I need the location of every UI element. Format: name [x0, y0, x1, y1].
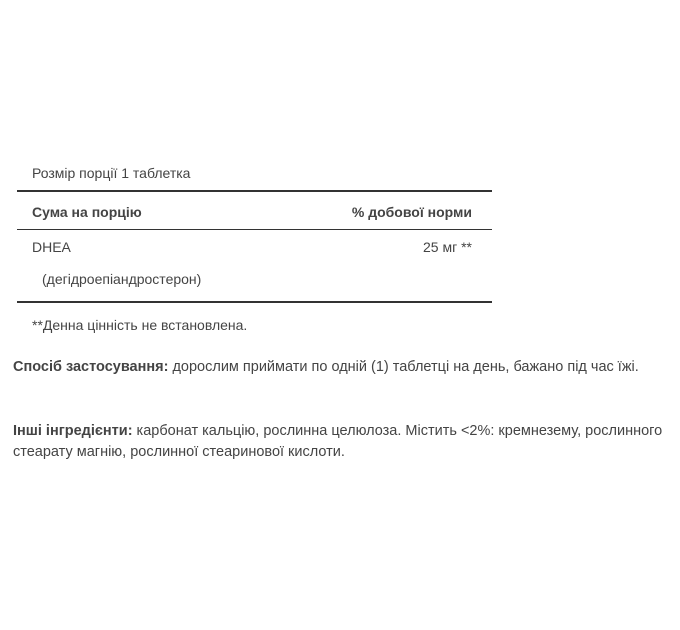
ingredients-label: Інші інгредієнти:: [13, 423, 133, 439]
footnote: **Денна цінність не встановлена.: [32, 317, 248, 333]
header-daily-value: % добової норми: [351, 204, 472, 220]
table-header: [17, 192, 492, 229]
usage-label: Спосіб застосування:: [13, 359, 169, 375]
usage-text: дорослим приймати по одній (1) таблетці на день, бажано під час їжі.: [168, 359, 639, 375]
nutrient-row: [17, 230, 492, 264]
ingredients-paragraph: [13, 421, 663, 463]
nutrient-name: DHEA: [32, 239, 71, 255]
header-amount-per-serving: Сума на порцію: [32, 204, 142, 220]
nutrient-subname: (дегідроепіандростерон): [42, 271, 202, 287]
supplement-facts-table: [17, 154, 492, 303]
nutrient-amount: 25 мг **: [423, 239, 472, 255]
serving-size: Розмір порції 1 таблетка: [32, 165, 191, 181]
ingredients-text: карбонат кальцію, рослинна целюлоза. Містить <2%: кремнезему, рослинного стеарату магнію, рослинної стеаринової кислоти.: [13, 423, 663, 460]
divider-bottom: [17, 301, 492, 303]
usage-paragraph: [13, 357, 663, 378]
